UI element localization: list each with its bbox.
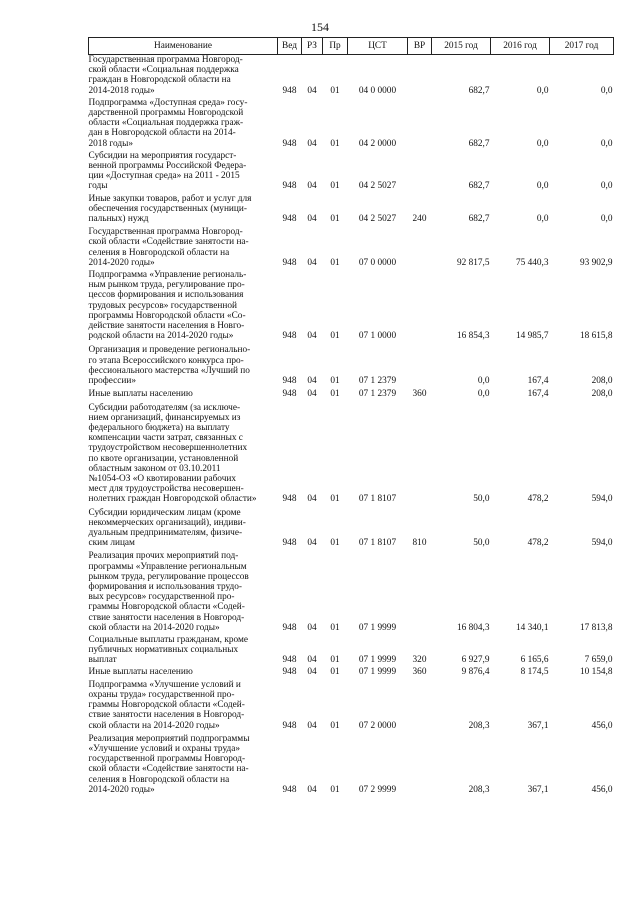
header-2016: 2016 год: [491, 38, 550, 55]
cell-vr: 240: [412, 214, 427, 225]
table-row: [89, 268, 614, 341]
row-name-line: граммы Новгородской области «Содей-: [88, 700, 245, 711]
row-name: [89, 633, 278, 666]
cell-2016: 8 174,5: [520, 666, 549, 677]
row-name-line: Субсидии юридическим лицам (кроме: [88, 507, 241, 518]
cell-vr: 360: [412, 389, 427, 400]
row-name-line: охраны труда» государственной про-: [88, 689, 235, 700]
row-name-line: Иные выплаты населению: [88, 389, 193, 400]
cell-rz: 04: [307, 389, 317, 400]
cell-ved: 948: [282, 655, 297, 666]
header-pr: Пр: [323, 38, 348, 55]
page-number: 154: [311, 20, 329, 34]
row-name-line: рынком труда, регулирование процессов: [88, 571, 249, 582]
cell-rz: 04: [307, 85, 317, 96]
table-body: [89, 55, 614, 796]
row-name-line: Государственная программа Новгород-: [88, 227, 243, 238]
cell-pr: 01: [330, 622, 340, 633]
cell-cst: 07 1 2379: [358, 389, 397, 400]
table-row: [89, 341, 614, 386]
cell-2017: 7 659,0: [584, 655, 613, 666]
cell-2016: 14 985,7: [515, 331, 549, 342]
cell-rz: 04: [307, 257, 317, 268]
cell-pr: 01: [330, 720, 340, 731]
table-header-row: [89, 38, 614, 55]
cell-2017: 208,0: [591, 376, 613, 387]
cell-cst: 07 1 8107: [358, 538, 397, 549]
row-name-line: Организация и проведение регионально-: [88, 345, 251, 356]
row-name-line: вых ресурсов» государственной про-: [88, 592, 235, 603]
cell-vr: 360: [412, 666, 427, 677]
row-name-line: фессионального мастерства «Лучший по: [88, 365, 250, 376]
row-name-line: областным законом от 03.10.2011: [88, 463, 221, 474]
cell-pr: 01: [330, 138, 340, 149]
cell-2016: 0,0: [536, 214, 549, 225]
cell-ved: 948: [282, 85, 297, 96]
cell-vr: 810: [412, 538, 427, 549]
cell-2016: 75 440,3: [515, 257, 549, 268]
row-name-line: 2014-2018 годы»: [88, 85, 155, 96]
cell-vr: 320: [412, 655, 427, 666]
cell-vr: [408, 268, 432, 341]
cell-vr: [408, 731, 432, 795]
row-name-line: ствие занятости населения в Новгород-: [88, 710, 245, 721]
cell-cst: 07 1 9999: [358, 666, 397, 677]
row-name-line: граммы Новгородской области «Содей-: [88, 602, 245, 613]
row-name-line: пальных) нужд: [88, 214, 149, 225]
cell-rz: 04: [307, 622, 317, 633]
cell-2015: 0,0: [477, 376, 490, 387]
row-name-line: ции «Доступная среда» на 2011 - 2015: [88, 171, 240, 182]
row-name-line: венной программы Российской Федера-: [88, 161, 247, 172]
cell-2015: 92 817,5: [456, 257, 490, 268]
cell-2016: 367,1: [527, 720, 549, 731]
cell-cst: 07 1 2379: [358, 376, 397, 387]
table-row: [89, 192, 614, 225]
row-name-line: Подпрограмма «Управление региональ-: [88, 270, 247, 281]
row-name-line: Государственная программа Новгород-: [88, 55, 243, 65]
row-name-line: профессии»: [88, 376, 137, 387]
row-name-line: Подпрограмма «Улучшение условий и: [88, 679, 241, 690]
row-name: [89, 548, 278, 633]
cell-2016: 14 340,1: [515, 622, 549, 633]
row-name-line: мест для трудоустройства несовершен-: [88, 484, 244, 495]
row-name: [89, 341, 278, 386]
cell-cst: 04 2 5027: [358, 214, 397, 225]
cell-ved: 948: [282, 389, 297, 400]
cell-vr: [408, 677, 432, 731]
row-name: [89, 400, 278, 505]
row-name: [89, 55, 278, 96]
cell-ved: 948: [282, 720, 297, 731]
row-name: [89, 505, 278, 549]
cell-pr: 01: [330, 666, 340, 677]
table-row: [89, 731, 614, 795]
cell-pr: 01: [330, 181, 340, 192]
row-name-line: «Улучшение условий и охраны труда»: [88, 744, 241, 754]
header-name: Наименование: [89, 38, 278, 55]
cell-cst: 07 2 0000: [358, 720, 397, 731]
table-row: [89, 55, 614, 96]
row-name-line: дан в Новгородской области на 2014-: [88, 128, 236, 139]
cell-2017: 456,0: [591, 720, 613, 731]
cell-cst: 07 0 0000: [358, 257, 397, 268]
cell-2017: 10 154,8: [579, 666, 613, 677]
cell-2017: 0,0: [600, 214, 613, 225]
row-name-line: ской области «Содействие занятости на-: [88, 764, 249, 775]
table-row: [89, 633, 614, 666]
cell-rz: 04: [307, 138, 317, 149]
row-name-line: дарственной программы Новгородской: [88, 108, 244, 119]
cell-cst: 07 1 8107: [358, 494, 397, 505]
cell-cst: 04 0 0000: [358, 85, 397, 96]
row-name-line: федерального бюджета) на выплату: [88, 422, 230, 433]
row-name: [89, 731, 278, 795]
cell-ved: 948: [282, 214, 297, 225]
cell-2015: 0,0: [477, 389, 490, 400]
cell-vr: [408, 400, 432, 505]
cell-rz: 04: [307, 214, 317, 225]
row-name: [89, 666, 278, 677]
row-name-line: Подпрограмма «Доступная среда» госу-: [88, 97, 248, 108]
table-row: [89, 149, 614, 192]
cell-rz: 04: [307, 181, 317, 192]
cell-2015: 208,3: [468, 784, 490, 795]
header-ved: Вед: [278, 38, 302, 55]
row-name-line: трудоустройством несовершеннолетних: [88, 443, 248, 454]
cell-pr: 01: [330, 494, 340, 505]
cell-2016: 0,0: [536, 138, 549, 149]
table-row: [89, 96, 614, 149]
row-name-line: ской области «Содействие занятости на-: [88, 237, 249, 248]
table-row: [89, 677, 614, 731]
cell-2016: 367,1: [527, 784, 549, 795]
row-name-line: трудовых ресурсов» государственной: [88, 300, 237, 311]
cell-2015: 9 876,4: [461, 666, 490, 677]
row-name-line: выплат: [88, 655, 117, 666]
row-name-line: действие занятости населения в Новго-: [88, 321, 245, 332]
cell-rz: 04: [307, 494, 317, 505]
cell-vr: [408, 548, 432, 633]
row-name-line: Иные выплаты населению: [88, 666, 193, 677]
cell-vr: [408, 96, 432, 149]
cell-2016: 478,2: [527, 494, 549, 505]
row-name: [89, 386, 278, 399]
cell-ved: 948: [282, 376, 297, 387]
table-row: [89, 548, 614, 633]
cell-2015: 16 804,3: [456, 622, 490, 633]
row-name: [89, 268, 278, 341]
cell-pr: 01: [330, 376, 340, 387]
cell-2017: 17 813,8: [579, 622, 613, 633]
row-name-line: государственной программы Новгород-: [88, 754, 246, 765]
cell-pr: 01: [330, 655, 340, 666]
row-name-line: 2014-2020 годы»: [88, 784, 155, 795]
cell-pr: 01: [330, 257, 340, 268]
row-name-line: Субсидии на мероприятия государст-: [88, 150, 237, 161]
table-row: [89, 666, 614, 677]
cell-cst: 07 1 0000: [358, 331, 397, 342]
row-name-line: некоммерческих организаций), индиви-: [88, 517, 246, 528]
cell-cst: 07 2 9999: [358, 784, 397, 795]
cell-ved: 948: [282, 494, 297, 505]
row-name-line: программы Новгородской области «Со-: [88, 310, 246, 321]
row-name-line: ской области на 2014-2020 годы»: [88, 622, 220, 633]
cell-ved: 948: [282, 538, 297, 549]
cell-rz: 04: [307, 655, 317, 666]
cell-2015: 6 927,9: [461, 655, 490, 666]
row-name-line: области «Социальная поддержка граж-: [88, 118, 244, 129]
cell-2017: 208,0: [591, 389, 613, 400]
row-name-line: ской области «Социальная поддержка: [88, 65, 239, 76]
row-name-line: граждан в Новгородской области на: [88, 75, 231, 86]
cell-2015: 682,7: [468, 85, 490, 96]
row-name: [89, 149, 278, 192]
header-2017: 2017 год: [550, 38, 614, 55]
header-2015: 2015 год: [432, 38, 491, 55]
cell-2017: 456,0: [591, 784, 613, 795]
cell-ved: 948: [282, 666, 297, 677]
cell-2015: 16 854,3: [456, 331, 490, 342]
cell-vr: [408, 224, 432, 268]
cell-2017: 594,0: [591, 538, 613, 549]
cell-cst: 07 1 9999: [358, 655, 397, 666]
cell-2017: 0,0: [600, 138, 613, 149]
cell-vr: [408, 149, 432, 192]
table-row: [89, 400, 614, 505]
row-name-line: №1054-ОЗ «О квотировании рабочих: [88, 473, 237, 484]
header-vr: ВР: [408, 38, 432, 55]
table-row: [89, 224, 614, 268]
cell-2015: 50,0: [473, 538, 490, 549]
row-name-line: цессов формирования и использования: [88, 290, 244, 301]
row-name-line: Социальные выплаты гражданам, кроме: [88, 634, 248, 645]
row-name-line: публичных нормативных социальных: [88, 645, 239, 656]
cell-pr: 01: [330, 538, 340, 549]
cell-pr: 01: [330, 214, 340, 225]
header-cst: ЦСТ: [348, 38, 408, 55]
cell-cst: 04 2 5027: [358, 181, 397, 192]
budget-table: [88, 37, 614, 795]
row-name-line: ствие занятости населения в Новгород-: [88, 612, 245, 623]
cell-2017: 0,0: [600, 85, 613, 96]
cell-cst: 07 1 9999: [358, 622, 397, 633]
cell-ved: 948: [282, 784, 297, 795]
row-name: [89, 192, 278, 225]
row-name-line: формирования и использования трудо-: [88, 581, 243, 592]
cell-rz: 04: [307, 666, 317, 677]
header-rz: РЗ: [302, 38, 323, 55]
row-name-line: Субсидии работодателям (за исключе-: [88, 402, 241, 413]
cell-ved: 948: [282, 622, 297, 633]
cell-2016: 6 165,6: [520, 655, 549, 666]
cell-2017: 594,0: [591, 494, 613, 505]
table-row: [89, 386, 614, 399]
cell-rz: 04: [307, 538, 317, 549]
table-row: [89, 505, 614, 549]
row-name-line: селения в Новгородской области на: [88, 247, 230, 258]
row-name-line: ской области на 2014-2020 годы»: [88, 720, 220, 731]
cell-pr: 01: [330, 784, 340, 795]
cell-pr: 01: [330, 389, 340, 400]
cell-pr: 01: [330, 331, 340, 342]
cell-2017: 18 615,8: [579, 331, 613, 342]
cell-2016: 0,0: [536, 85, 549, 96]
row-name-line: селения в Новгородской области на: [88, 774, 230, 785]
row-name-line: ным рынком труда, регулирование про-: [88, 280, 245, 291]
cell-2016: 167,4: [527, 389, 549, 400]
cell-2016: 478,2: [527, 538, 549, 549]
cell-rz: 04: [307, 784, 317, 795]
row-name-line: Реализация мероприятий подпрограммы: [88, 733, 250, 744]
cell-vr: [408, 55, 432, 96]
row-name-line: родской области на 2014-2020 годы»: [88, 331, 234, 342]
row-name-line: 2018 годы»: [88, 138, 134, 149]
row-name: [89, 96, 278, 149]
row-name-line: го этапа Всероссийского конкурса про-: [88, 355, 244, 366]
row-name-line: программы «Управление региональным: [88, 561, 247, 572]
cell-ved: 948: [282, 331, 297, 342]
cell-2016: 0,0: [536, 181, 549, 192]
cell-rz: 04: [307, 376, 317, 387]
cell-rz: 04: [307, 331, 317, 342]
cell-ved: 948: [282, 138, 297, 149]
cell-rz: 04: [307, 720, 317, 731]
row-name-line: по квоте организации, установленной: [88, 453, 239, 464]
cell-pr: 01: [330, 85, 340, 96]
cell-vr: [408, 341, 432, 386]
cell-2015: 682,7: [468, 138, 490, 149]
row-name-line: 2014-2020 годы»: [88, 257, 155, 268]
row-name-line: Иные закупки товаров, работ и услуг для: [88, 193, 252, 204]
row-name-line: дуальным предпринимателям, физиче-: [88, 527, 243, 538]
row-name-line: нием организаций, финансируемых из: [88, 412, 241, 423]
row-name-line: ским лицам: [88, 538, 135, 549]
cell-ved: 948: [282, 181, 297, 192]
cell-2017: 93 902,9: [579, 257, 613, 268]
cell-2017: 0,0: [600, 181, 613, 192]
row-name: [89, 677, 278, 731]
row-name: [89, 224, 278, 268]
row-name-line: обеспечения государственных (муници-: [88, 203, 247, 214]
cell-ved: 948: [282, 257, 297, 268]
row-name-line: нолетних граждан Новгородской области»: [88, 494, 257, 505]
row-name-line: компенсации части затрат, связанных с: [88, 433, 243, 444]
cell-2016: 167,4: [527, 376, 549, 387]
cell-2015: 682,7: [468, 181, 490, 192]
row-name-line: годы: [88, 181, 108, 192]
cell-2015: 682,7: [468, 214, 490, 225]
cell-2015: 50,0: [473, 494, 490, 505]
cell-2015: 208,3: [468, 720, 490, 731]
row-name-line: Реализация прочих мероприятий под-: [88, 551, 239, 562]
cell-cst: 04 2 0000: [358, 138, 397, 149]
